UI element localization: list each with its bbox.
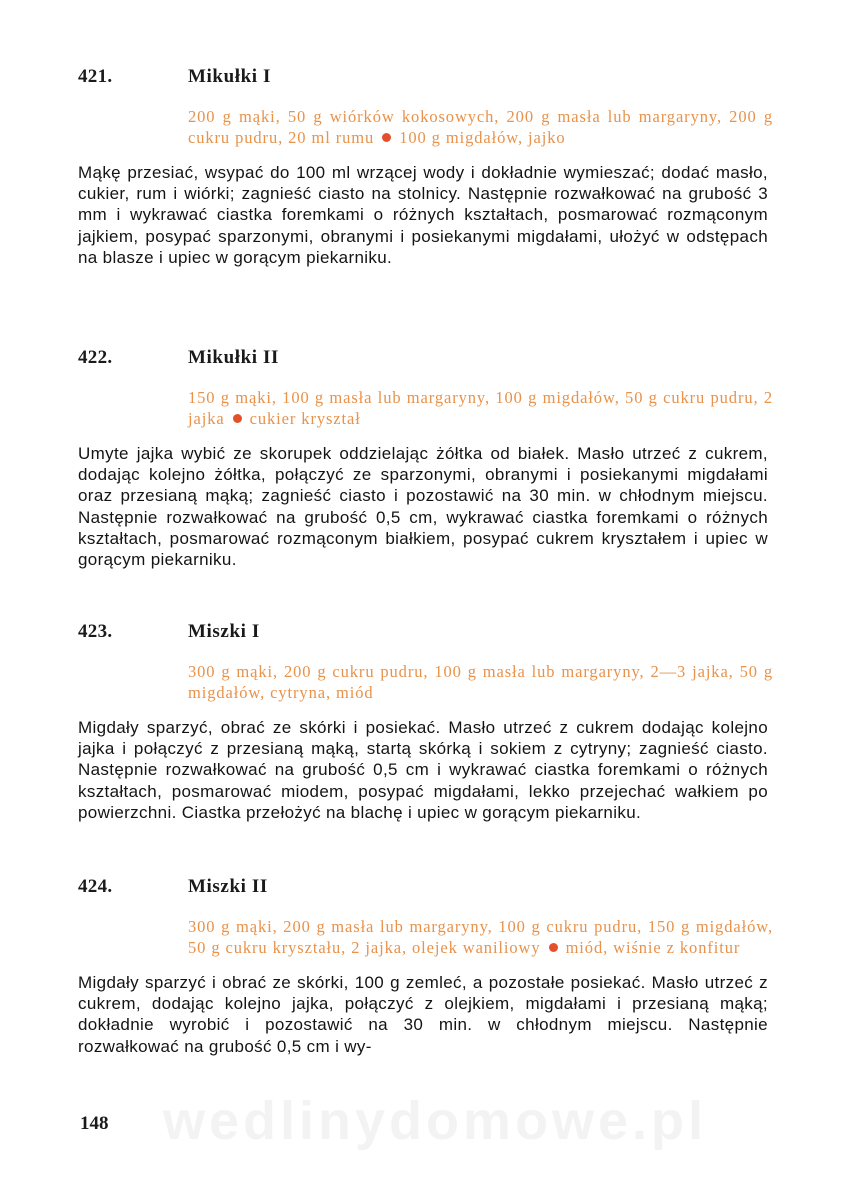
recipe-method: Mąkę przesiać, wsypać do 100 ml wrzącej wody i dokładnie wymieszać; dodać masło, cukier, rum i wiórki; zagnieść ciasto na stolnicy. Następnie rozwałkować na grubość 3 mm i wykrawać ciastka foremkami o różnych kształtach, posmarować rozmąconym jajkiem, posypać sparzonymi, obranymi i posiekanymi migdałami, ułożyć w odstępach na blasze i upiec w gorącym piekarniku. <box>78 163 768 267</box>
watermark: wedlinydomowe.pl <box>162 1091 708 1151</box>
recipe-424 <box>78 876 778 1057</box>
ingredients-extra: miód, wiśnie z konfitur <box>565 938 741 957</box>
ingredients <box>188 387 773 429</box>
recipe-number: 424. <box>78 876 113 897</box>
recipe-method: Migdały sparzyć i obrać ze skórki, 100 g zemleć, a pozostałe posiekać. Masło utrzeć z cukrem, dodając kolejno jajka, połączyć z olejkiem, migdałami i przesianą mąką; dokładnie wyrobić i pozostawić na 30 min. w chłodnym miejscu. Następnie rozwałkować na grubość 0,5 cm i wy- <box>78 973 768 1056</box>
recipe-title: Miszki II <box>188 876 268 897</box>
recipe-header <box>78 347 778 371</box>
ingredients-extra: 100 g migdałów, jajko <box>399 128 566 147</box>
recipe-number: 421. <box>78 66 113 87</box>
page-number: 148 <box>80 1113 109 1134</box>
recipe-title: Mikułki I <box>188 66 272 87</box>
recipe-422 <box>78 347 778 570</box>
ingredients-main: 300 g mąki, 200 g masła lub margaryny, 100 g cukru pudru, 150 g migdałów, 50 g cukru kryształu, 2 jajka, olejek waniliowy <box>188 917 773 957</box>
recipe-method: Migdały sparzyć, obrać ze skórki i posiekać. Masło utrzeć z cukrem dodając kolejno jajka i połączyć z przesianą mąką, startą skórką i sokiem z cytryny; zagnieść ciasto. Następnie rozwałkować na grubość 0,5 cm i wykrawać ciastka foremkami o różnych kształtach, posmarować miodem, posypać migdałami, lekko przejechać wałkiem po powierzchni. Ciastka przełożyć na blachę i upiec w gorącym piekarniku. <box>78 718 768 822</box>
ingredients-main: 200 g mąki, 50 g wiórków kokosowych, 200 g masła lub margaryny, 200 g cukru pudru, 20 ml rumu <box>188 107 773 147</box>
recipe-header <box>78 66 778 90</box>
ingredients <box>188 916 773 958</box>
bullet-dot-icon <box>382 133 391 142</box>
recipe-423 <box>78 621 778 823</box>
ingredients <box>188 106 773 148</box>
recipe-method: Umyte jajka wybić ze skorupek oddzielając żółtka od białek. Masło utrzeć z cukrem, dodając kolejno żółtka, połączyć ze sparzonymi, obranymi i posiekanymi migdałami oraz przesianą mąką; zagnieść ciasto i pozostawić na 30 min. w chłodnym miejscu. Następnie rozwałkować na grubość 0,5 cm, wykrawać ciastka foremkami o różnych kształtach, posmarować rozmąconym białkiem, posypać cukrem kryształem i upiec w gorącym piekarniku. <box>78 444 768 570</box>
recipe-title: Mikułki II <box>188 347 280 368</box>
recipe-header <box>78 621 778 645</box>
ingredients-extra: cukier kryształ <box>249 409 361 428</box>
recipe-header <box>78 876 778 900</box>
ingredients-main: 300 g mąki, 200 g cukru pudru, 100 g masła lub margaryny, 2—3 jajka, 50 g migdałów, cytryna, miód <box>188 662 773 702</box>
recipe-421 <box>78 66 778 268</box>
recipe-number: 422. <box>78 347 113 368</box>
bullet-dot-icon <box>549 943 558 952</box>
ingredients <box>188 661 773 703</box>
recipe-number: 423. <box>78 621 113 642</box>
recipe-title: Miszki I <box>188 621 260 642</box>
bullet-dot-icon <box>233 414 242 423</box>
ingredients-main: 150 g mąki, 100 g masła lub margaryny, 100 g migdałów, 50 g cukru pudru, 2 jajka <box>188 388 773 428</box>
